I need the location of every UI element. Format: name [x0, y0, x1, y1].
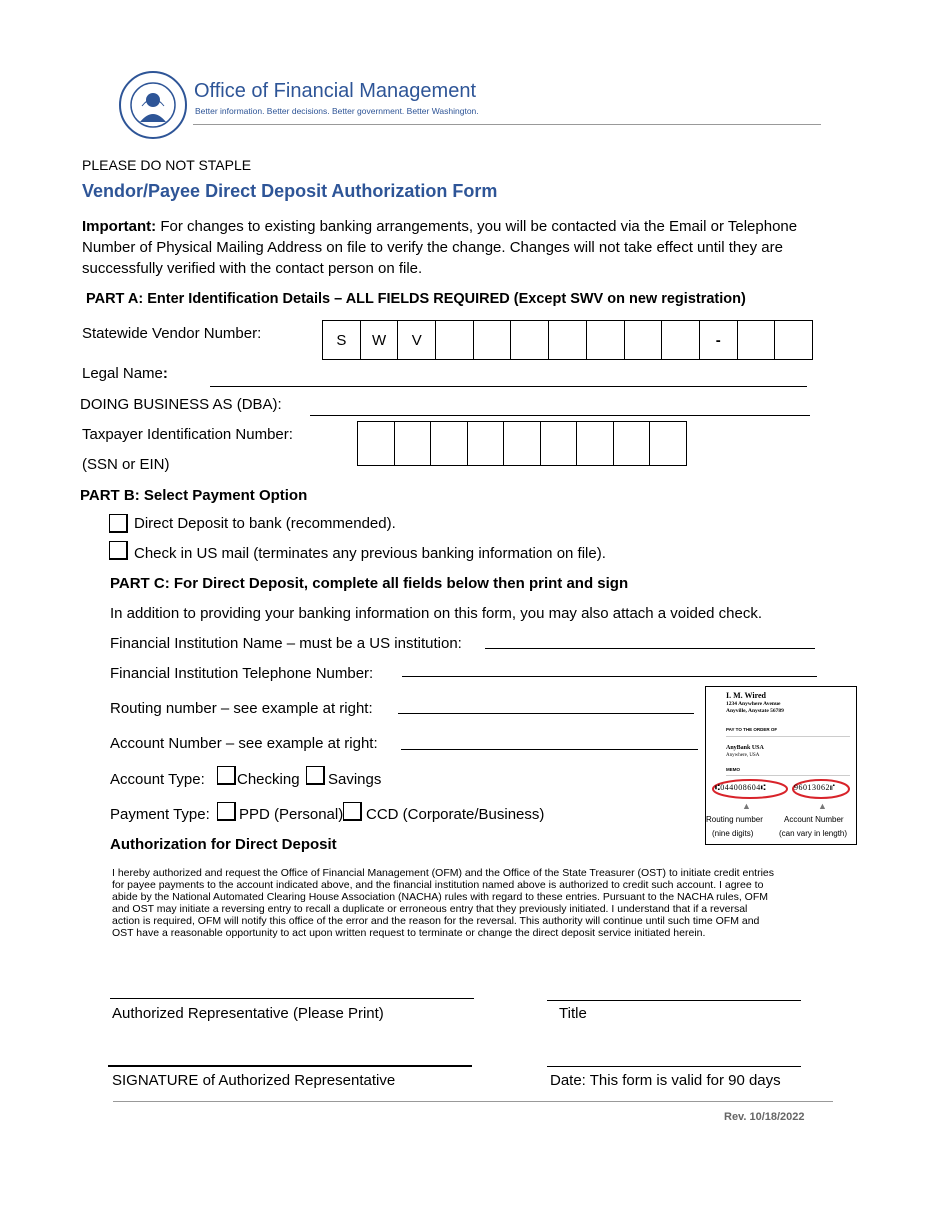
tin-sublabel: (SSN or EIN) [82, 456, 170, 473]
ccd-checkbox[interactable] [343, 802, 362, 821]
staple-notice: PLEASE DO NOT STAPLE [82, 157, 252, 173]
authorization-line: for payee payments to the account indicated above, and the financial institution named above is authorized to credit such account. I agree to [112, 879, 764, 891]
check-pay-line [726, 736, 850, 737]
routing-label: Routing number – see example at right: [110, 700, 373, 717]
header-divider [193, 124, 821, 125]
check-payer-name: I. M. Wired [726, 691, 767, 700]
legal-name-text: Legal Name [82, 365, 163, 382]
swv-cell[interactable] [587, 321, 625, 359]
tin-cell[interactable] [431, 422, 468, 465]
part-b-heading: PART B: Select Payment Option [80, 487, 308, 504]
account-field[interactable] [401, 749, 698, 750]
important-notice-line1 [82, 218, 797, 236]
org-name: Office of Financial Management [194, 80, 477, 102]
swv-cell[interactable]: S [323, 321, 361, 359]
tin-cell[interactable] [358, 422, 395, 465]
routing-arrow-icon: ▲ [742, 801, 751, 811]
tin-cell[interactable] [504, 422, 541, 465]
fin-phone-label: Financial Institution Telephone Number: [110, 665, 374, 682]
date-field[interactable] [547, 1066, 801, 1067]
direct-deposit-label: Direct Deposit to bank (recommended). [134, 515, 396, 532]
mail-check-label: Check in US mail (terminates any previous banking information on file). [134, 545, 606, 562]
rep-print-field[interactable] [110, 998, 474, 999]
signature-label: SIGNATURE of Authorized Representative [112, 1072, 396, 1089]
authorization-text [112, 867, 832, 939]
swv-number-cells [322, 320, 813, 360]
swv-cell[interactable] [625, 321, 663, 359]
date-label: Date: This form is valid for 90 days [550, 1072, 781, 1089]
authorization-line: action is required, OFM will notify this office of the error and the reason for the reversal. This authority will continue until such time OFM and [112, 915, 760, 927]
routing-field[interactable] [398, 713, 694, 714]
savings-checkbox[interactable] [306, 766, 325, 785]
tin-cell[interactable] [468, 422, 505, 465]
signature-field[interactable] [108, 1065, 472, 1067]
sample-check-image [705, 686, 857, 845]
part-c-intro: In addition to providing your banking information on this form, you may also attach a voided check. [110, 605, 763, 622]
account-subcaption: (can vary in length) [779, 829, 848, 838]
swv-cell[interactable] [662, 321, 700, 359]
footer-divider [113, 1101, 833, 1102]
swv-cell[interactable] [436, 321, 474, 359]
fin-name-label: Financial Institution Name – must be a US institution: [110, 635, 462, 652]
fin-name-field[interactable] [485, 648, 815, 649]
form-title: Vendor/Payee Direct Deposit Authorization Form [82, 181, 498, 201]
part-c-heading: PART C: For Direct Deposit, complete all fields below then print and sign [110, 575, 629, 592]
routing-caption: Routing number [706, 815, 763, 824]
tin-cells [357, 421, 687, 466]
check-address1: 1234 Anywhere Avenue [726, 701, 781, 707]
tin-label: Taxpayer Identification Number: [82, 426, 293, 443]
authorization-line: abide by the National Automated Clearing House Association (NACHA) rules with regard to these entries. Pursuant to the NACHA rules, OFM [112, 891, 768, 903]
swv-cell[interactable] [738, 321, 776, 359]
dba-label: DOING BUSINESS AS (DBA): [80, 396, 282, 413]
dba-field[interactable] [310, 415, 810, 416]
savings-label: Savings [328, 771, 382, 788]
rep-print-label: Authorized Representative (Please Print) [112, 1005, 384, 1022]
check-memo-line [726, 775, 850, 776]
authorization-heading: Authorization for Direct Deposit [110, 836, 337, 853]
ccd-label: CCD (Corporate/Business) [366, 806, 545, 823]
important-label: Important: [82, 218, 157, 235]
ppd-checkbox[interactable] [217, 802, 236, 821]
title-field[interactable] [547, 1000, 801, 1001]
check-pay-to: PAY TO THE ORDER OF [726, 727, 778, 732]
check-memo: MEMO [726, 767, 740, 772]
authorization-line: and OST may initiate a reversing entry to recall a duplicate or erroneous entry that they previously initiated. I understand that if a reversal [112, 903, 748, 915]
check-address2: Anyville, Anystate 56789 [726, 708, 784, 714]
account-type-label: Account Type: [110, 771, 205, 788]
tin-cell[interactable] [614, 422, 651, 465]
important-notice-line2: Number of Physical Mailing Address on file to verify the change. Changes will not take effect until they are [82, 239, 783, 256]
title-label: Title [559, 1005, 587, 1022]
important-notice-line3: successfully verified with the contact person on file. [82, 260, 423, 277]
check-micr-routing: ⑆044008604⑆ [715, 783, 767, 792]
fin-phone-field[interactable] [402, 676, 817, 677]
routing-subcaption: (nine digits) [712, 829, 754, 838]
swv-label: Statewide Vendor Number: [82, 325, 262, 342]
swv-cell[interactable] [775, 321, 813, 359]
org-tagline: Better information. Better decisions. Better government. Better Washington. [195, 106, 479, 116]
payment-type-label: Payment Type: [110, 806, 210, 823]
mail-check-checkbox[interactable] [109, 541, 128, 560]
checking-checkbox[interactable] [217, 766, 236, 785]
legal-name-colon: : [162, 365, 168, 382]
swv-cell[interactable]: W [361, 321, 399, 359]
important-text: For changes to existing banking arrangements, you will be contacted via the Email or Telephone [156, 218, 798, 235]
tin-cell[interactable] [395, 422, 432, 465]
ppd-label: PPD (Personal) [239, 806, 344, 823]
swv-cell[interactable]: - [700, 321, 738, 359]
state-seal-logo [118, 70, 188, 140]
tin-cell[interactable] [577, 422, 614, 465]
part-a-heading: PART A: Enter Identification Details – ALL FIELDS REQUIRED (Except SWV on new registration) [86, 291, 746, 307]
check-bank-city: Anywhere, USA [726, 753, 760, 758]
tin-cell[interactable] [541, 422, 578, 465]
swv-cell[interactable]: V [398, 321, 436, 359]
account-arrow-icon: ▲ [818, 801, 827, 811]
swv-cell[interactable] [474, 321, 512, 359]
authorization-line: I hereby authorized and request the Office of Financial Management (OFM) and the Office of the State Treasurer (OST) to initiate credit entries [112, 867, 775, 879]
authorization-line: OST have a reasonable opportunity to act upon written request to terminate or change the direct deposit service initiated herein. [112, 927, 706, 939]
check-bank: AnyBank USA [726, 745, 764, 751]
tin-cell[interactable] [650, 422, 687, 465]
account-caption: Account Number [784, 815, 844, 824]
check-micr-account: 96013062⑈ [794, 783, 836, 792]
legal-name-field[interactable] [210, 386, 807, 387]
revision-date: Rev. 10/18/2022 [724, 1111, 805, 1123]
swv-cell[interactable] [511, 321, 549, 359]
legal-name-label [82, 365, 168, 383]
account-label: Account Number – see example at right: [110, 735, 378, 752]
direct-deposit-checkbox[interactable] [109, 514, 128, 533]
swv-cell[interactable] [549, 321, 587, 359]
checking-label: Checking [237, 771, 300, 788]
